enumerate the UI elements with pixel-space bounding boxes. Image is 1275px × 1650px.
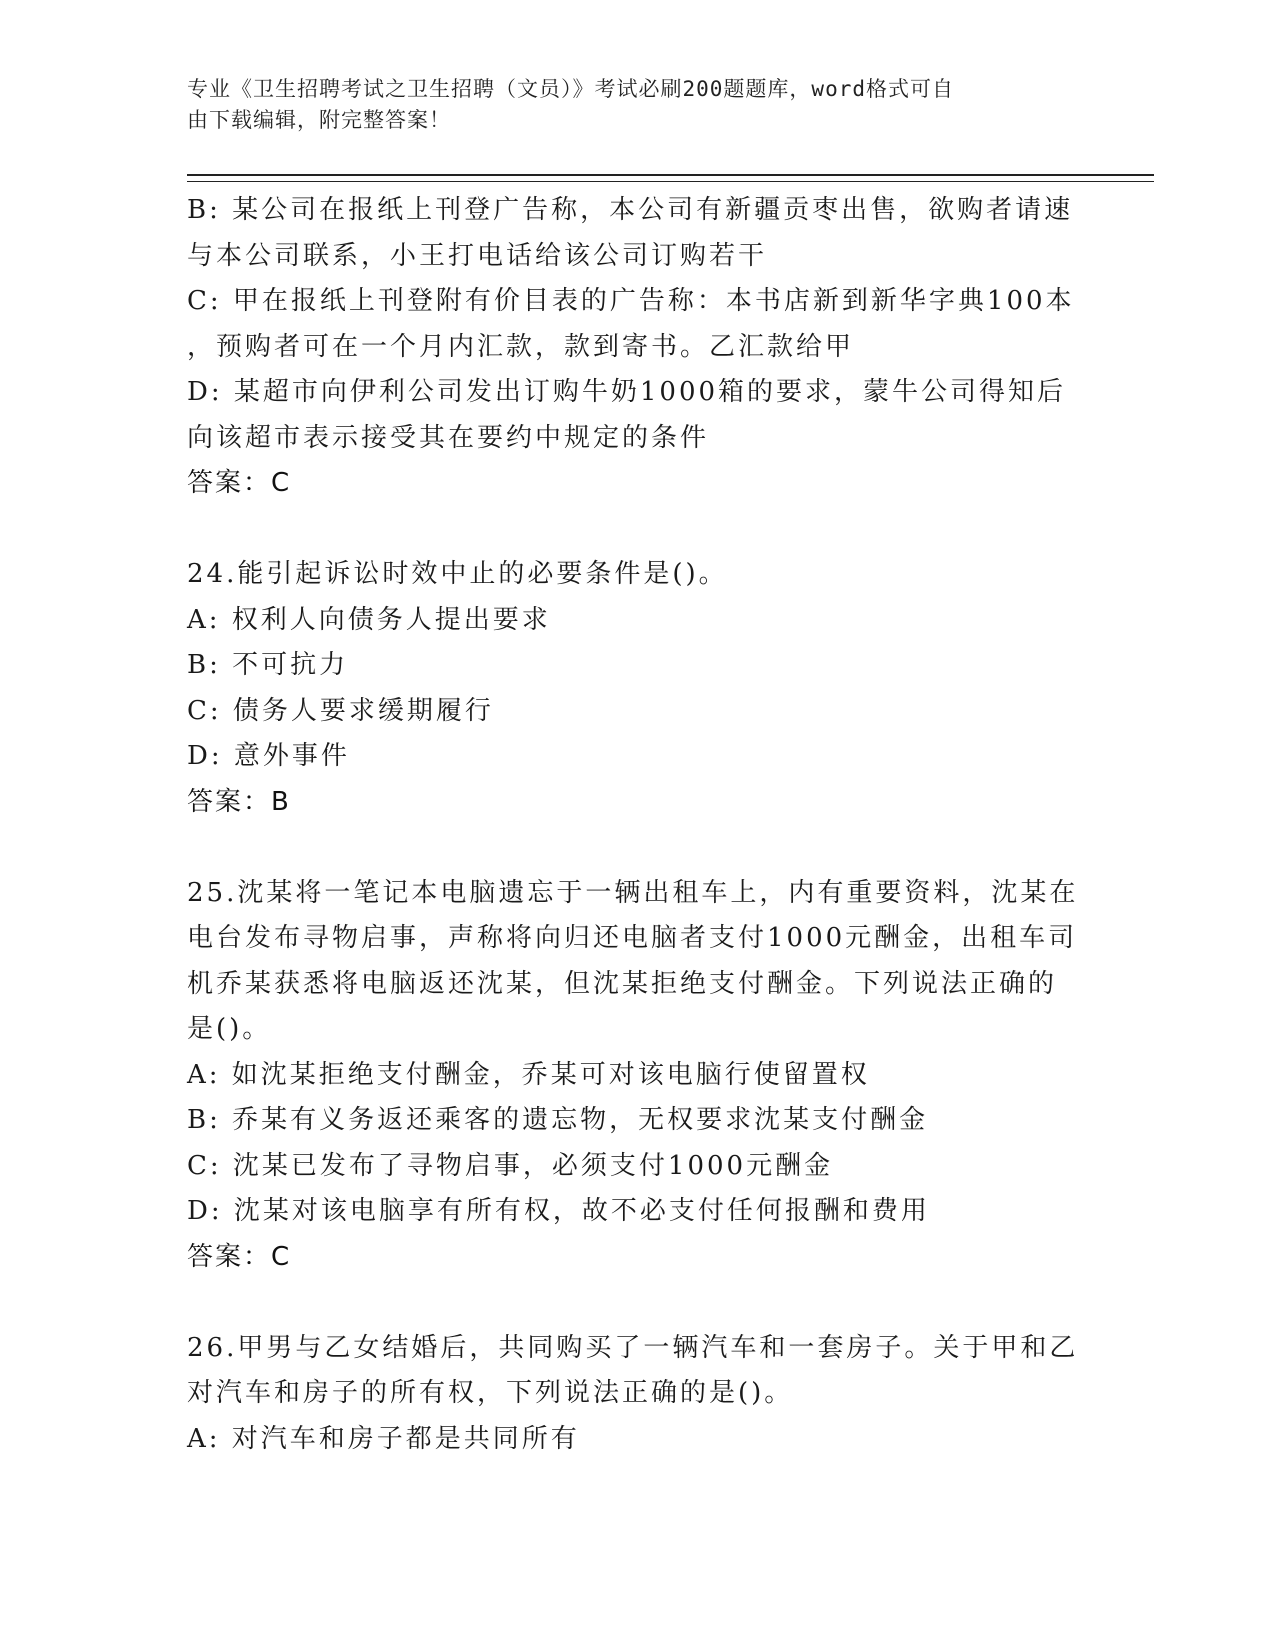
- q25-option-c: C: 沈某已发布了寻物启事，必须支付1000元酬金: [187, 1150, 834, 1181]
- header-rule-thin: [187, 181, 1154, 182]
- q24-option-b: B: 不可抗力: [187, 650, 349, 680]
- header-rule-thick: [187, 174, 1154, 176]
- header-line-1: 专业《卫生招聘考试之卫生招聘（文员）》考试必刷200题题库，word格式可自: [187, 77, 954, 101]
- q26-option-a: A: 对汽车和房子都是共同所有: [187, 1423, 580, 1454]
- question-25: [187, 871, 1087, 1281]
- q25-stem-line-2: 电台发布寻物启事，声称将向归还电脑者支付1000元酬金，出租车司: [187, 923, 1078, 953]
- question-26: [187, 1326, 1087, 1463]
- question-spacer: [187, 1280, 1087, 1326]
- q26-stem-line-1: 26.甲男与乙女结婚后，共同购买了一辆汽车和一套房子。关于甲和乙: [187, 1332, 1079, 1363]
- q23-option-c-line-1: C: 甲在报纸上刊登附有价目表的广告称：本书店新到新华字典100本: [187, 286, 1075, 316]
- q25-answer: 答案：C: [187, 1241, 292, 1272]
- header-line-2: 由下载编辑，附完整答案！: [187, 108, 451, 132]
- page-header: [187, 74, 1067, 136]
- question-23-continued: [187, 188, 1087, 507]
- q24-option-a: A: 权利人向债务人提出要求: [187, 604, 551, 635]
- q24-option-c: C: 债务人要求缓期履行: [187, 695, 494, 726]
- q24-stem: 24.能引起诉讼时效中止的必要条件是()。: [187, 559, 728, 589]
- question-24: [187, 552, 1087, 825]
- q26-stem-line-2: 对汽车和房子的所有权，下列说法正确的是()。: [187, 1378, 794, 1408]
- q24-option-d: D: 意外事件: [187, 741, 350, 771]
- q23-option-d-line-2: 向该超市表示接受其在要约中规定的条件: [187, 422, 710, 453]
- q23-option-d-line-1: D: 某超市向伊利公司发出订购牛奶1000箱的要求，蒙牛公司得知后: [187, 377, 1067, 407]
- q24-answer: 答案：B: [187, 786, 291, 817]
- q25-option-a: A: 如沈某拒绝支付酬金，乔某可对该电脑行使留置权: [187, 1059, 870, 1090]
- q25-stem-line-3: 机乔某获悉将电脑返还沈某，但沈某拒绝支付酬金。下列说法正确的: [187, 968, 1058, 999]
- question-content: [187, 188, 1087, 1462]
- q23-answer: 答案：C: [187, 468, 292, 498]
- q25-option-b: B: 乔某有义务返还乘客的遗忘物，无权要求沈某支付酬金: [187, 1105, 929, 1135]
- q23-option-c-line-2: ，预购者可在一个月内汇款，款到寄书。乙汇款给甲: [187, 331, 855, 362]
- q25-stem-line-1: 25.沈某将一笔记本电脑遗忘于一辆出租车上，内有重要资料，沈某在: [187, 877, 1079, 908]
- question-spacer: [187, 825, 1087, 871]
- q23-option-b-line-2: 与本公司联系，小王打电话给该公司订购若干: [187, 240, 768, 271]
- q25-option-d: D: 沈某对该电脑享有所有权，故不必支付任何报酬和费用: [187, 1196, 930, 1226]
- question-spacer: [187, 507, 1087, 553]
- q25-stem-line-4: 是()。: [187, 1014, 272, 1044]
- q23-option-b-line-1: B: 某公司在报纸上刊登广告称，本公司有新疆贡枣出售，欲购者请速: [187, 195, 1074, 225]
